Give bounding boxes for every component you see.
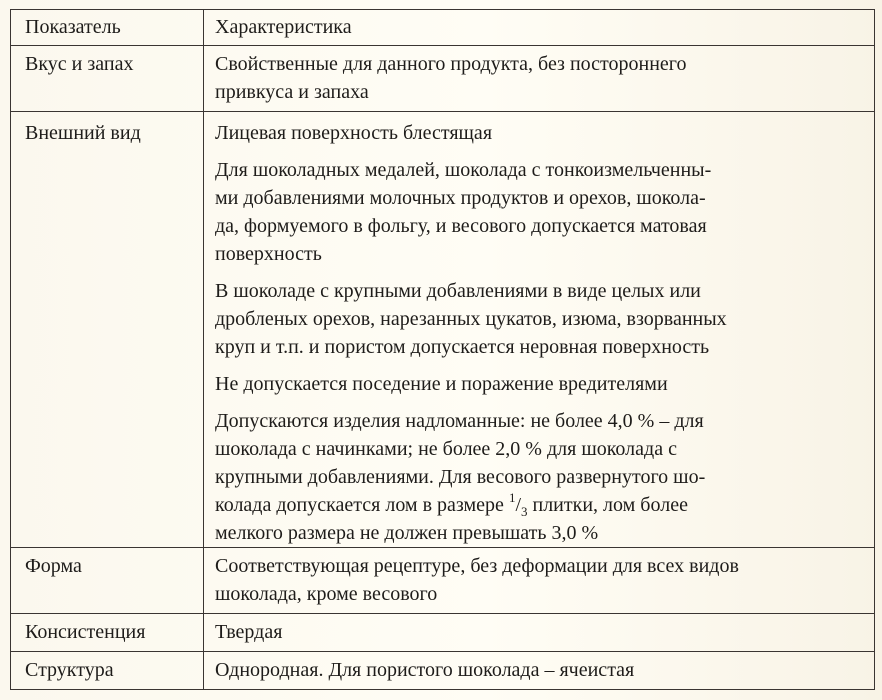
- text-fragment: плитки, лом более: [527, 494, 688, 516]
- row-indicator: Внешний вид: [11, 112, 204, 548]
- table-header-row: [11, 10, 875, 46]
- table-row: [11, 614, 875, 652]
- table-row: [11, 548, 875, 614]
- text-line: Однородная. Для пористого шоколада – ячеистая: [215, 659, 635, 681]
- row-indicator: Вкус и запах: [11, 46, 204, 112]
- row-characteristic: [204, 112, 875, 548]
- row-characteristic: [204, 548, 875, 614]
- text-line: да, формуемого в фольгу, и весового допускается матовая: [215, 215, 707, 237]
- text-line-with-fraction: [215, 491, 866, 519]
- paragraph: [215, 370, 866, 398]
- text-line: Твердая: [215, 621, 283, 643]
- paragraph: [215, 407, 866, 547]
- fraction-numerator: 1: [508, 490, 516, 506]
- header-characteristic: Характеристика: [204, 10, 875, 46]
- text-line: В шоколаде с крупными добавлениями в виде целых или: [215, 280, 701, 302]
- text-line: поверхность: [215, 243, 322, 265]
- text-line: круп и т.п. и пористом допускается неровная поверхность: [215, 336, 710, 358]
- text-line: Допускаются изделия надломанные: не более 4,0 % – для: [215, 410, 704, 432]
- text-line: дробленых орехов, нарезанных цукатов, изюма, взорванных: [215, 308, 727, 330]
- row-indicator: Форма: [11, 548, 204, 614]
- text-line: ми добавлениями молочных продуктов и орехов, шокола-: [215, 187, 706, 209]
- table-row: [11, 652, 875, 690]
- row-characteristic: [204, 46, 875, 112]
- row-indicator: Консистенция: [11, 614, 204, 652]
- text-line: Свойственные для данного продукта, без постороннего: [215, 53, 687, 75]
- table-row: [11, 46, 875, 112]
- row-characteristic: [204, 652, 875, 690]
- chocolate-quality-table: [10, 9, 875, 690]
- text-line: привкуса и запаха: [215, 81, 369, 103]
- paragraph: [215, 277, 866, 361]
- paragraph: [215, 156, 866, 268]
- row-characteristic: [204, 614, 875, 652]
- text-line: шоколада с начинками; не более 2,0 % для шоколада с: [215, 438, 677, 460]
- text-line: мелкого размера не должен превышать 3,0 %: [215, 522, 599, 544]
- table-row: [11, 112, 875, 548]
- fraction-slash: /: [515, 494, 521, 516]
- text-line: Лицевая поверхность блестящая: [215, 122, 493, 144]
- text-line: крупными добавлениями. Для весового развернутого шо-: [215, 466, 706, 488]
- paragraph: [215, 119, 866, 147]
- text-line: шоколада, кроме весового: [215, 583, 438, 605]
- row-indicator: Структура: [11, 652, 204, 690]
- text-line: Для шоколадных медалей, шоколада с тонкоизмельченны-: [215, 159, 712, 181]
- text-line: Соответствующая рецептуре, без деформации для всех видов: [215, 555, 739, 577]
- header-indicator: Показатель: [11, 10, 204, 46]
- text-fragment: колада допускается лом в размере: [215, 494, 509, 516]
- fraction-denominator: 3: [521, 504, 528, 519]
- text-line: Не допускается поседение и поражение вредителями: [215, 373, 668, 395]
